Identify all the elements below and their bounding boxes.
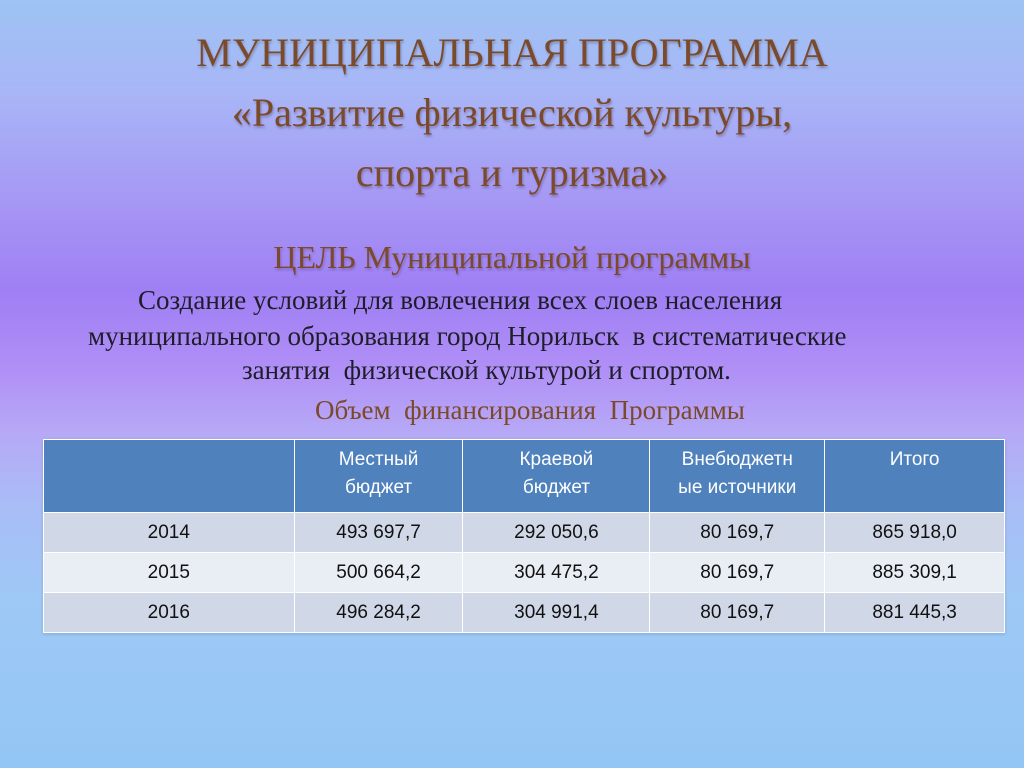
cell-offbudget: 80 169,7 (650, 513, 825, 553)
header-regional-line-2: бюджет (522, 477, 590, 498)
budget-table (43, 439, 1005, 633)
table-row (44, 553, 1005, 593)
cell-total: 881 445,3 (825, 593, 1005, 633)
title-line-1: МУНИЦИПАЛЬНАЯ ПРОГРАММА (196, 30, 828, 75)
header-total: Итого (825, 440, 1005, 513)
cell-year: 2015 (44, 553, 295, 593)
cell-local: 496 284,2 (294, 593, 463, 633)
goal-text-line-3: занятия физической культурой и спортом. (242, 355, 731, 385)
table-row (44, 513, 1005, 553)
header-local-budget (294, 440, 463, 513)
title-line-2: «Развитие физической культуры, (231, 90, 793, 135)
goal-text-line-1: Создание условий для вовлечения всех слоев населения (138, 285, 783, 315)
table-row (44, 593, 1005, 633)
cell-total: 865 918,0 (825, 513, 1005, 553)
header-local-line-2: бюджет (344, 477, 413, 498)
cell-regional: 304 991,4 (463, 593, 650, 633)
cell-regional: 292 050,6 (463, 513, 650, 553)
title-line-3: спорта и туризма» (355, 150, 669, 195)
header-regional-budget (463, 440, 650, 513)
header-regional-line-1: Краевой (519, 449, 594, 470)
goal-text-line-2: муниципального образования город Норильск в систематические (88, 321, 847, 351)
goal-heading: ЦЕЛЬ Муниципальной программы (273, 239, 751, 275)
table-header-row (44, 440, 1005, 513)
header-offbudget-line-2: ые источники (678, 477, 797, 498)
cell-local: 500 664,2 (294, 553, 463, 593)
cell-year: 2014 (44, 513, 295, 553)
header-year (44, 440, 295, 513)
cell-year: 2016 (44, 593, 295, 633)
header-local-line-1: Местный (338, 449, 419, 470)
finance-heading: Объем финансирования Программы (315, 395, 745, 425)
header-offbudget-line-1: Внебюджетн (681, 449, 793, 470)
cell-regional: 304 475,2 (463, 553, 650, 593)
header-offbudget (650, 440, 825, 513)
cell-total: 885 309,1 (825, 553, 1005, 593)
cell-offbudget: 80 169,7 (650, 553, 825, 593)
cell-local: 493 697,7 (294, 513, 463, 553)
cell-offbudget: 80 169,7 (650, 593, 825, 633)
